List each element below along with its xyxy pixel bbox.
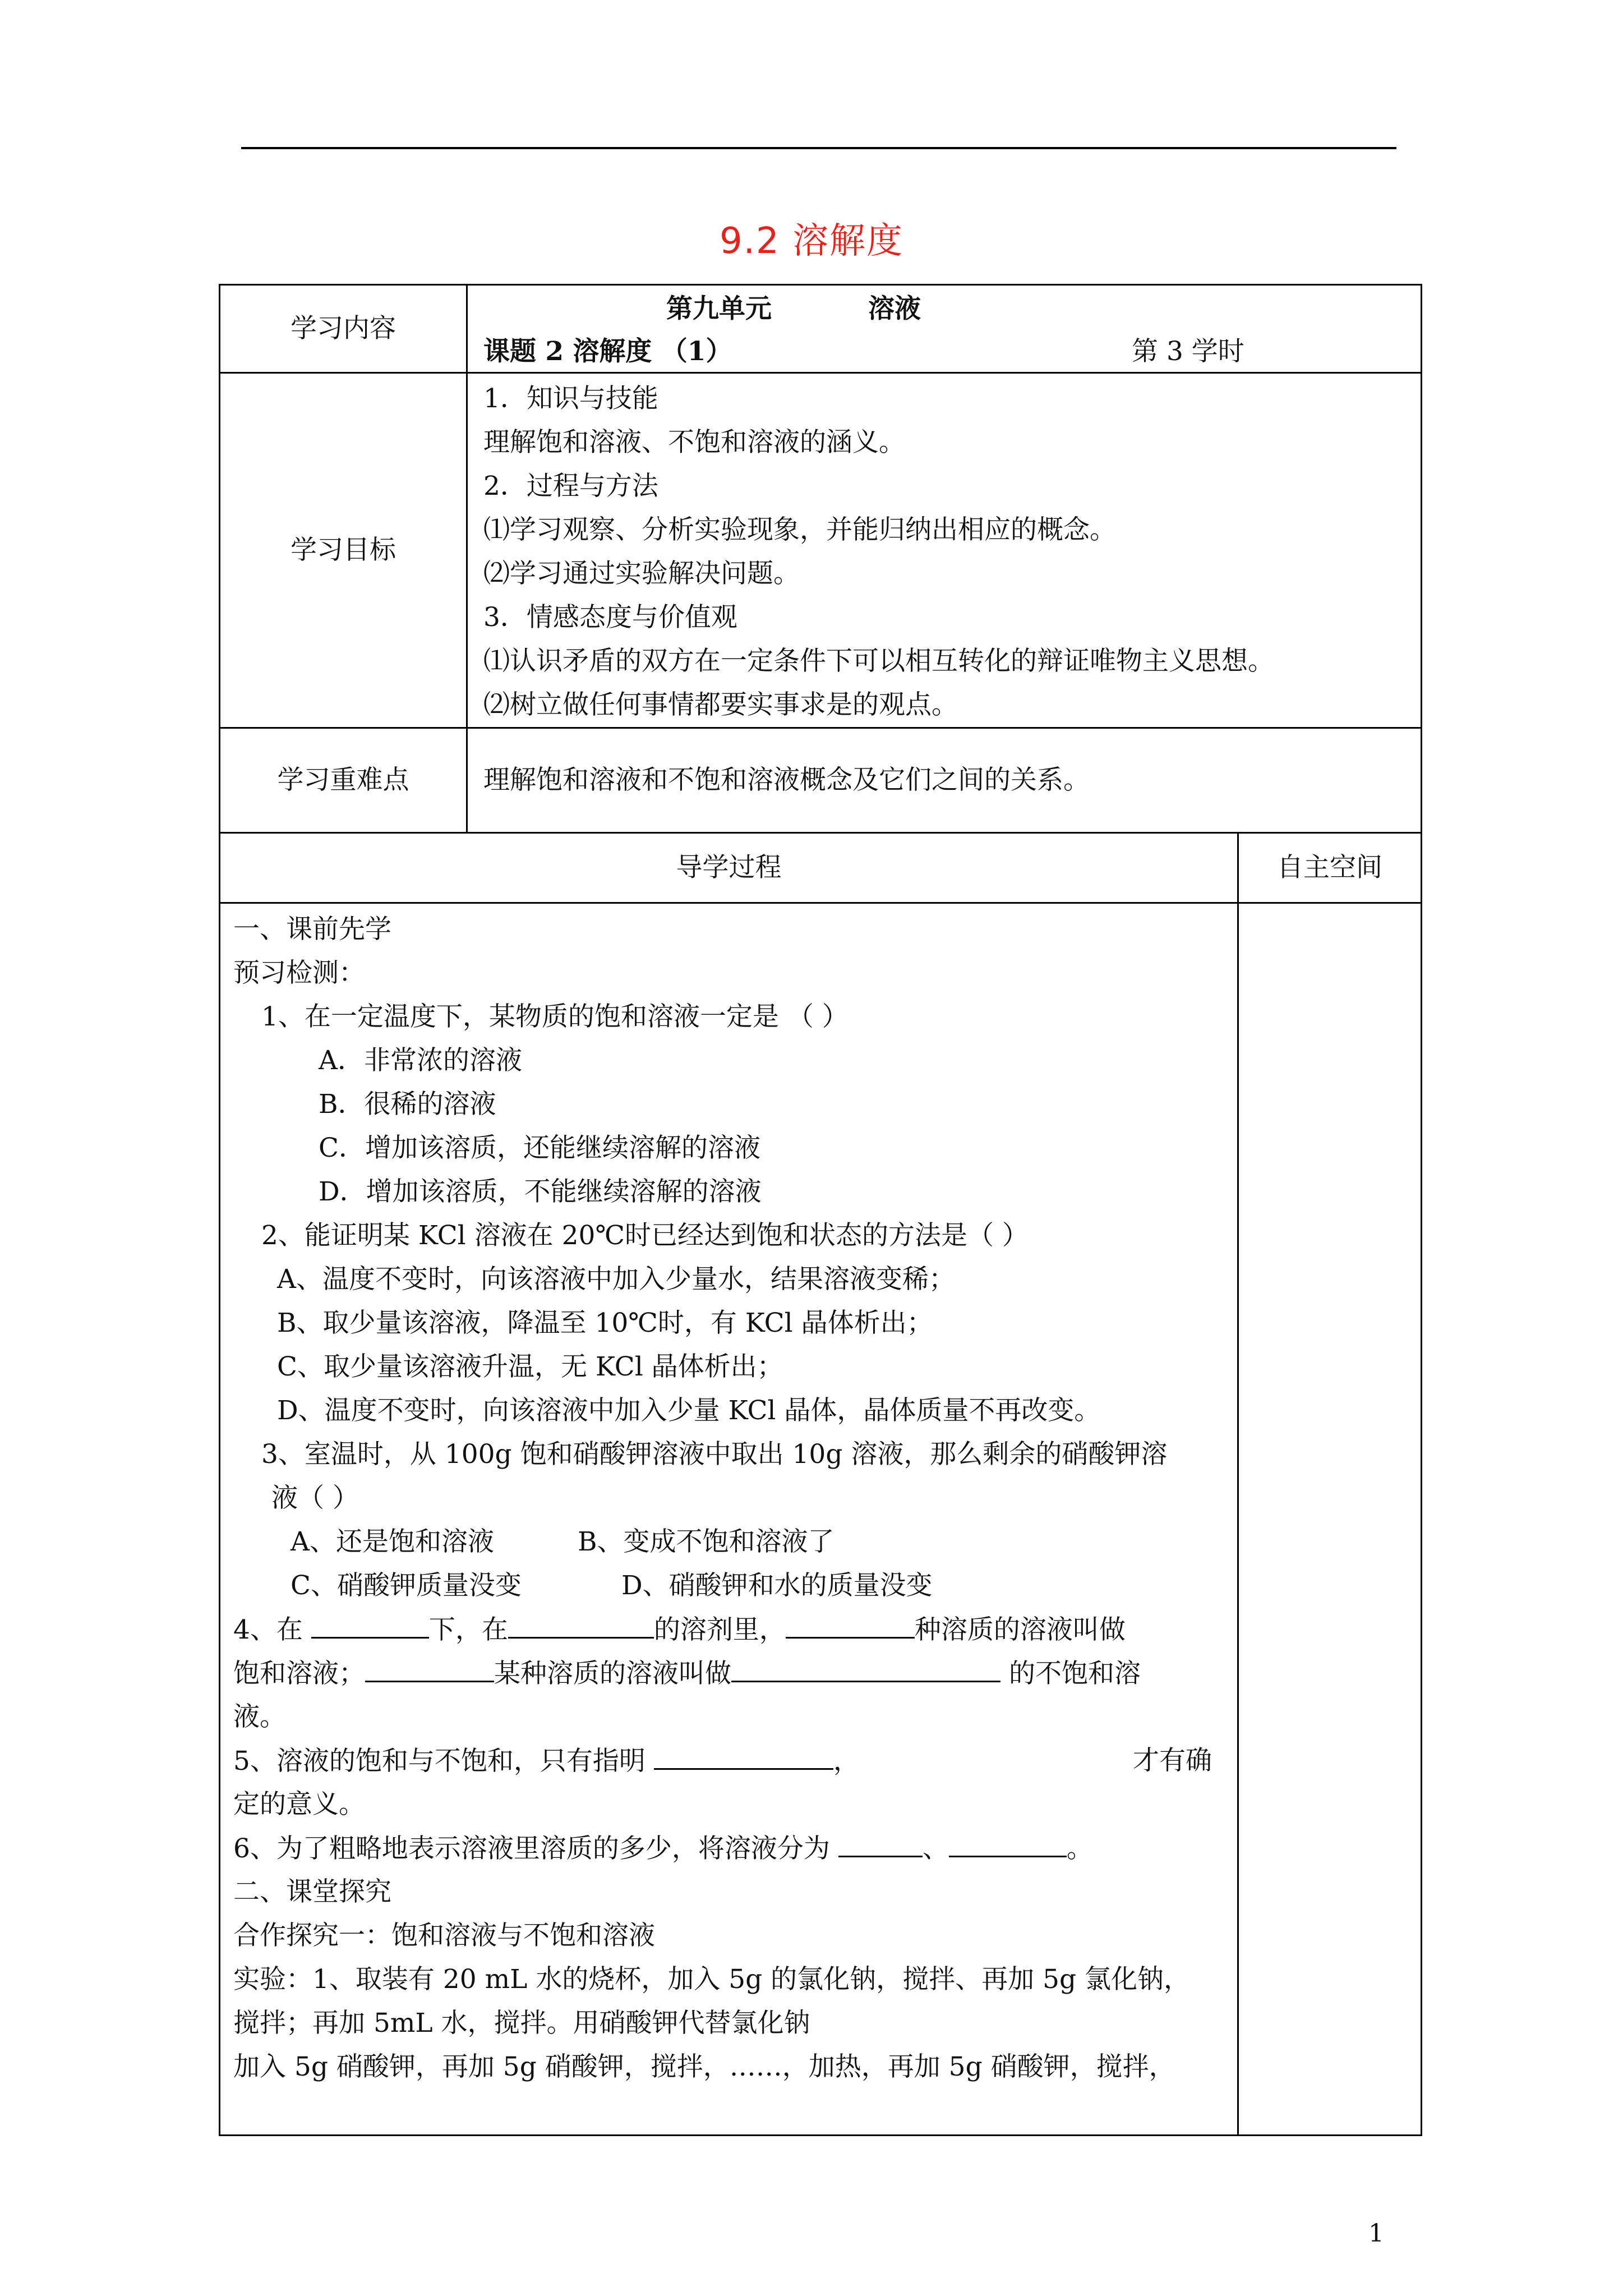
lesson-period: 第 3 学时 — [1132, 336, 1244, 367]
question-1-option: B．很稀的溶液 — [319, 1089, 496, 1120]
objective-line: 2．过程与方法 — [483, 471, 658, 501]
question-2: 2、能证明某 KCl 溶液在 20℃时已经达到饱和状态的方法是（ ） — [261, 1220, 1029, 1251]
objective-line: ⑴学习观察、分析实验现象，并能归纳出相应的概念。 — [483, 514, 1116, 545]
experiment-text: 搅拌；再加 5mL 水，搅拌。用硝酸钾代替氯化钠 — [233, 2008, 810, 2039]
objectives-label: 学习目标 — [291, 535, 396, 565]
question-2-option: C、取少量该溶液升温，无 KCl 晶体析出； — [277, 1351, 783, 1382]
question-5-cont: 定的意义。 — [233, 1789, 365, 1820]
question-1-option: C．增加该溶质，还能继续溶解的溶液 — [319, 1133, 760, 1163]
objective-line: 理解饱和溶液、不饱和溶液的涵义。 — [483, 427, 905, 458]
answer-blank[interactable] — [731, 1651, 1000, 1682]
question-3-cont: 液（ ） — [271, 1483, 359, 1513]
question-4-end: 液。 — [233, 1701, 286, 1732]
question-5-text: 才有确 — [1133, 1745, 1212, 1776]
space-column-cell — [1237, 902, 1422, 2136]
question-2-option: A、温度不变时，向该溶液中加入少量水，结果溶液变稀； — [277, 1264, 955, 1295]
question-1-option: D．增加该溶质，不能继续溶解的溶液 — [319, 1176, 762, 1207]
question-4-cont — [233, 1651, 1141, 1696]
key-points-label: 学习重难点 — [277, 765, 409, 795]
answer-blank[interactable] — [838, 1826, 923, 1857]
answer-blank[interactable] — [311, 1608, 429, 1639]
question-6-text: 。 — [1066, 1833, 1093, 1864]
section-heading: 一、课前先学 — [233, 914, 391, 945]
question-6-text: 、 — [922, 1833, 949, 1864]
question-4-text: 的不饱和溶 — [1000, 1658, 1141, 1689]
question-5 — [233, 1739, 860, 1783]
experiment-text: 加入 5g 硝酸钾，再加 5g 硝酸钾，搅拌，……，加热，再加 5g 硝酸钾，搅拌， — [233, 2051, 1175, 2082]
objective-line: 1．知识与技能 — [483, 383, 658, 414]
experiment-text: 实验：1、取装有 20 mL 水的烧杯，加入 5g 的氯化钠，搅拌、再加 5g 氯化钠， — [233, 1964, 1191, 1995]
answer-blank[interactable] — [786, 1608, 915, 1639]
question-6-text: 6、为了粗略地表示溶液里溶质的多少，将溶液分为 — [233, 1833, 838, 1864]
space-column-header: 自主空间 — [1277, 852, 1382, 883]
answer-blank[interactable] — [365, 1651, 494, 1682]
objective-line: ⑵树立做任何事情都要实事求是的观点。 — [483, 689, 958, 720]
page-title: 9.2 溶解度 — [719, 220, 904, 262]
lesson-title: 课题 2 溶解度 （1） — [483, 336, 732, 367]
question-4-text: 的溶剂里， — [653, 1614, 786, 1645]
question-1: 1、在一定温度下，某物质的饱和溶液一定是 （ ） — [261, 1001, 849, 1032]
answer-blank[interactable] — [508, 1608, 654, 1639]
question-4-text: 下，在 — [428, 1614, 508, 1645]
preview-heading: 预习检测： — [233, 958, 365, 988]
content-label: 学习内容 — [291, 313, 396, 344]
question-5-text: 5、溶液的饱和与不饱和，只有指明 — [233, 1746, 654, 1777]
section-heading: 二、课堂探究 — [233, 1876, 391, 1907]
header-rule — [241, 147, 1396, 149]
key-points-text: 理解饱和溶液和不饱和溶液概念及它们之间的关系。 — [483, 765, 1090, 795]
unit-title: 第九单元 — [666, 293, 772, 324]
answer-blank[interactable] — [654, 1739, 833, 1770]
unit-topic: 溶液 — [868, 293, 921, 324]
question-6 — [233, 1826, 1093, 1871]
question-3-option: A、还是饱和溶液 — [291, 1526, 494, 1557]
question-4 — [233, 1608, 1126, 1652]
question-1-option: A．非常浓的溶液 — [319, 1045, 522, 1076]
question-3: 3、室温时，从 100g 饱和硝酸钾溶液中取出 10g 溶液，那么剩余的硝酸钾溶 — [261, 1439, 1168, 1470]
question-2-option: B、取少量该溶液，降温至 10℃时，有 KCl 晶体析出； — [277, 1308, 933, 1338]
page-number: 1 — [1368, 2219, 1384, 2248]
objective-line: 3．情感态度与价值观 — [483, 602, 737, 633]
question-5-text: ， — [833, 1746, 860, 1777]
question-3-option: C、硝酸钾质量没变 — [291, 1570, 522, 1601]
explore-heading: 合作探究一：饱和溶液与不饱和溶液 — [233, 1920, 655, 1951]
question-4-text: 4、在 — [233, 1614, 311, 1645]
question-2-option: D、温度不变时，向该溶液中加入少量 KCl 晶体，晶体质量不再改变。 — [277, 1395, 1101, 1426]
question-3-option: D、硝酸钾和水的质量没变 — [621, 1570, 933, 1601]
answer-blank[interactable] — [949, 1826, 1067, 1857]
question-4-text: 某种溶质的溶液叫做 — [494, 1658, 731, 1689]
objective-line: ⑴认识矛盾的双方在一定条件下可以相互转化的辩证唯物主义思想。 — [483, 646, 1274, 677]
objective-line: ⑵学习通过实验解决问题。 — [483, 558, 800, 589]
question-4-text: 种溶质的溶液叫做 — [914, 1614, 1126, 1645]
process-column-header: 导学过程 — [676, 852, 782, 883]
question-4-text: 饱和溶液； — [233, 1658, 365, 1689]
question-3-option: B、变成不饱和溶液了 — [578, 1526, 834, 1557]
